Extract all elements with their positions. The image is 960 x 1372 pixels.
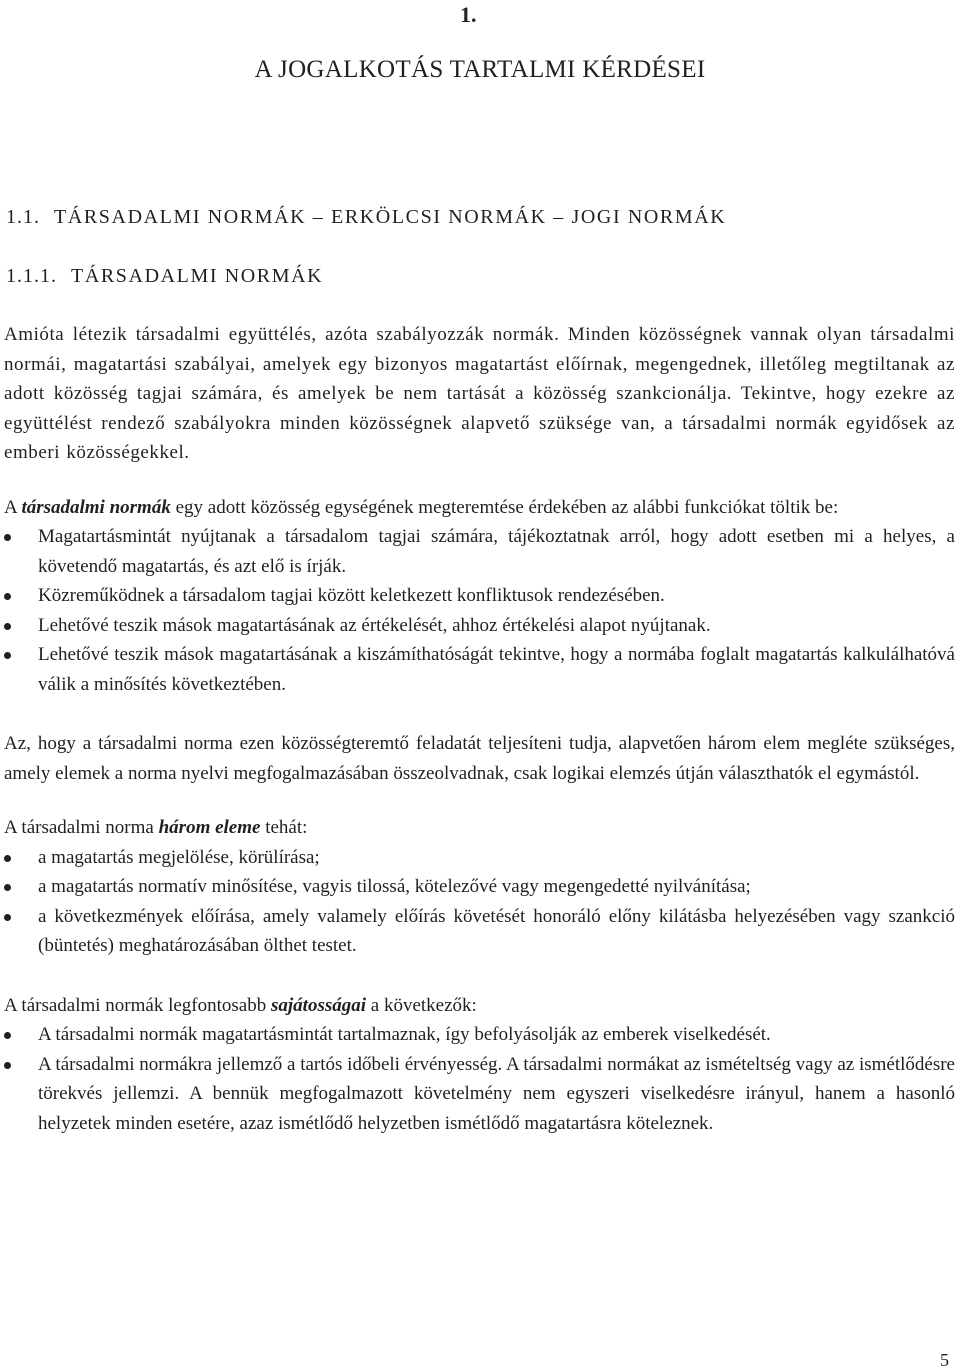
bullet-icon [4, 593, 11, 600]
features-list [4, 1020, 955, 1138]
bullet-icon [4, 1032, 11, 1039]
list-item [4, 1020, 955, 1050]
intro-paragraph-text: Amióta létezik társadalmi együttélés, azóta szabályozzák normák. Minden közösségnek vannak olyan társadalmi normái, magatartási szabályai, amelyek egy bizonyos magatartást előírnak, megengednek, illetőleg megtiltanak az adott közösség tagjai számára, és amelyek be nem tartását a közösség szankcionálja. [4, 324, 955, 404]
list-item-text: Közreműködnek a társadalom tagjai között keletkezett konfliktusok rendezésében. [38, 585, 665, 606]
list-item [4, 640, 955, 699]
features-intro-after: a következők: [366, 994, 477, 1016]
intro-paragraph-tail: Tekintve, hogy ezekre az együttélést rendező szabályokra minden közösségnek alapvető szüksége van, a társadalmi normák egyidősek az emberi közösségekkel. [4, 383, 955, 463]
intro-paragraph [4, 320, 955, 468]
bullet-icon [4, 652, 11, 659]
list-item [4, 611, 955, 641]
subsection-number: 1.1.1. [6, 265, 57, 287]
chapter-number: 1. [460, 2, 477, 27]
list-item [4, 843, 955, 873]
bullet-icon [4, 534, 11, 541]
elements-intro-emphasis: három eleme [158, 817, 261, 838]
list-item [4, 902, 955, 961]
list-item-text: a magatartás normatív minősítése, vagyis tilossá, kötelezővé vagy megengedetté nyilvánítása; [38, 876, 751, 897]
features-intro-paragraph [4, 991, 955, 1021]
features-intro-before: A társadalmi normák legfontosabb [4, 994, 271, 1016]
list-item-text: A társadalmi normák magatartásmintát tartalmaznak, így befolyásolják az emberek viselkedését. [38, 1024, 771, 1045]
list-item [4, 872, 955, 902]
functions-intro-after: egy adott közösség egységének megteremtése érdekében az alábbi funkciókat töltik be: [170, 496, 839, 518]
functions-list [4, 522, 955, 699]
list-item [4, 522, 955, 581]
features-intro-emphasis: sajátosságai [271, 994, 367, 1016]
list-item [4, 581, 955, 611]
bullet-icon [4, 1062, 11, 1069]
elements-intro-before: A társadalmi norma [4, 817, 159, 838]
functions-intro-emphasis: társadalmi normák [21, 496, 171, 518]
bullet-icon [4, 884, 11, 891]
chapter-title: A JOGALKOTÁS TARTALMI KÉRDÉSEI [254, 56, 706, 83]
bullet-icon [4, 855, 11, 862]
list-item-text: Lehetővé teszik mások magatartásának az értékelését, ahhoz értékelési alapot nyújtanak. [38, 614, 711, 636]
list-item-text: a magatartás megjelölése, körülírása; [38, 846, 320, 868]
functions-intro-before: A [4, 496, 22, 518]
elements-requirement-paragraph: Az, hogy a társadalmi norma ezen közösségteremtő feladatát teljesíteni tudja, alapvetően három elem megléte szükséges, amely elemek a norma nyelvi megfogalmazásában összeolvadnak, csak logikai elemzés útján választhatók el egymástól. [4, 733, 955, 784]
elements-intro-paragraph [4, 813, 955, 843]
list-item-text: a következmények előírása, amely valamely előírás követését honoráló előny kilátásba helyezésében vagy szankció (büntetés) meghatározásában ölthet testet. [38, 905, 955, 956]
section-number: 1.1. [6, 206, 40, 228]
list-item-text: Magatartásmintát nyújtanak a társadalom tagjai számára, tájékoztatnak arról, hogy adott esetben mi a helyes, a követendő magatartás, és azt elő is írják. [38, 526, 955, 577]
body-text [4, 320, 955, 1138]
subsection-title: TÁRSADALMI NORMÁK [71, 265, 324, 287]
elements-list [4, 843, 955, 961]
list-item-text: Lehetővé teszik mások magatartásának a kiszámíthatóságát tekintve, hogy a normába foglalt magatartás kalkulálhatóvá válik a minősítés következtében. [38, 644, 955, 695]
bullet-icon [4, 914, 11, 921]
list-item [4, 1050, 955, 1139]
page-number: 5 [940, 1350, 949, 1370]
functions-intro-paragraph [4, 493, 955, 523]
section-title: TÁRSADALMI NORMÁK – ERKÖLCSI NORMÁK – JOGI NORMÁK [54, 206, 727, 228]
subsection-heading [6, 265, 323, 288]
bullet-icon [4, 623, 11, 630]
section-heading [6, 206, 726, 229]
list-item-text: A társadalmi normákra jellemző a tartós időbeli érvényesség. A társadalmi normákat az ismételtség vagy az ismétlődésre törekvés jellemzi. A bennük megfogalmazott követelmény nem egyszeri viselkedésre irányul, hanem a hasonló helyzetek minden esetére, azaz ismétlődő helyzetben ismétlődő magatartásra köteleznek. [38, 1053, 955, 1134]
elements-intro-after: tehát: [260, 817, 308, 838]
